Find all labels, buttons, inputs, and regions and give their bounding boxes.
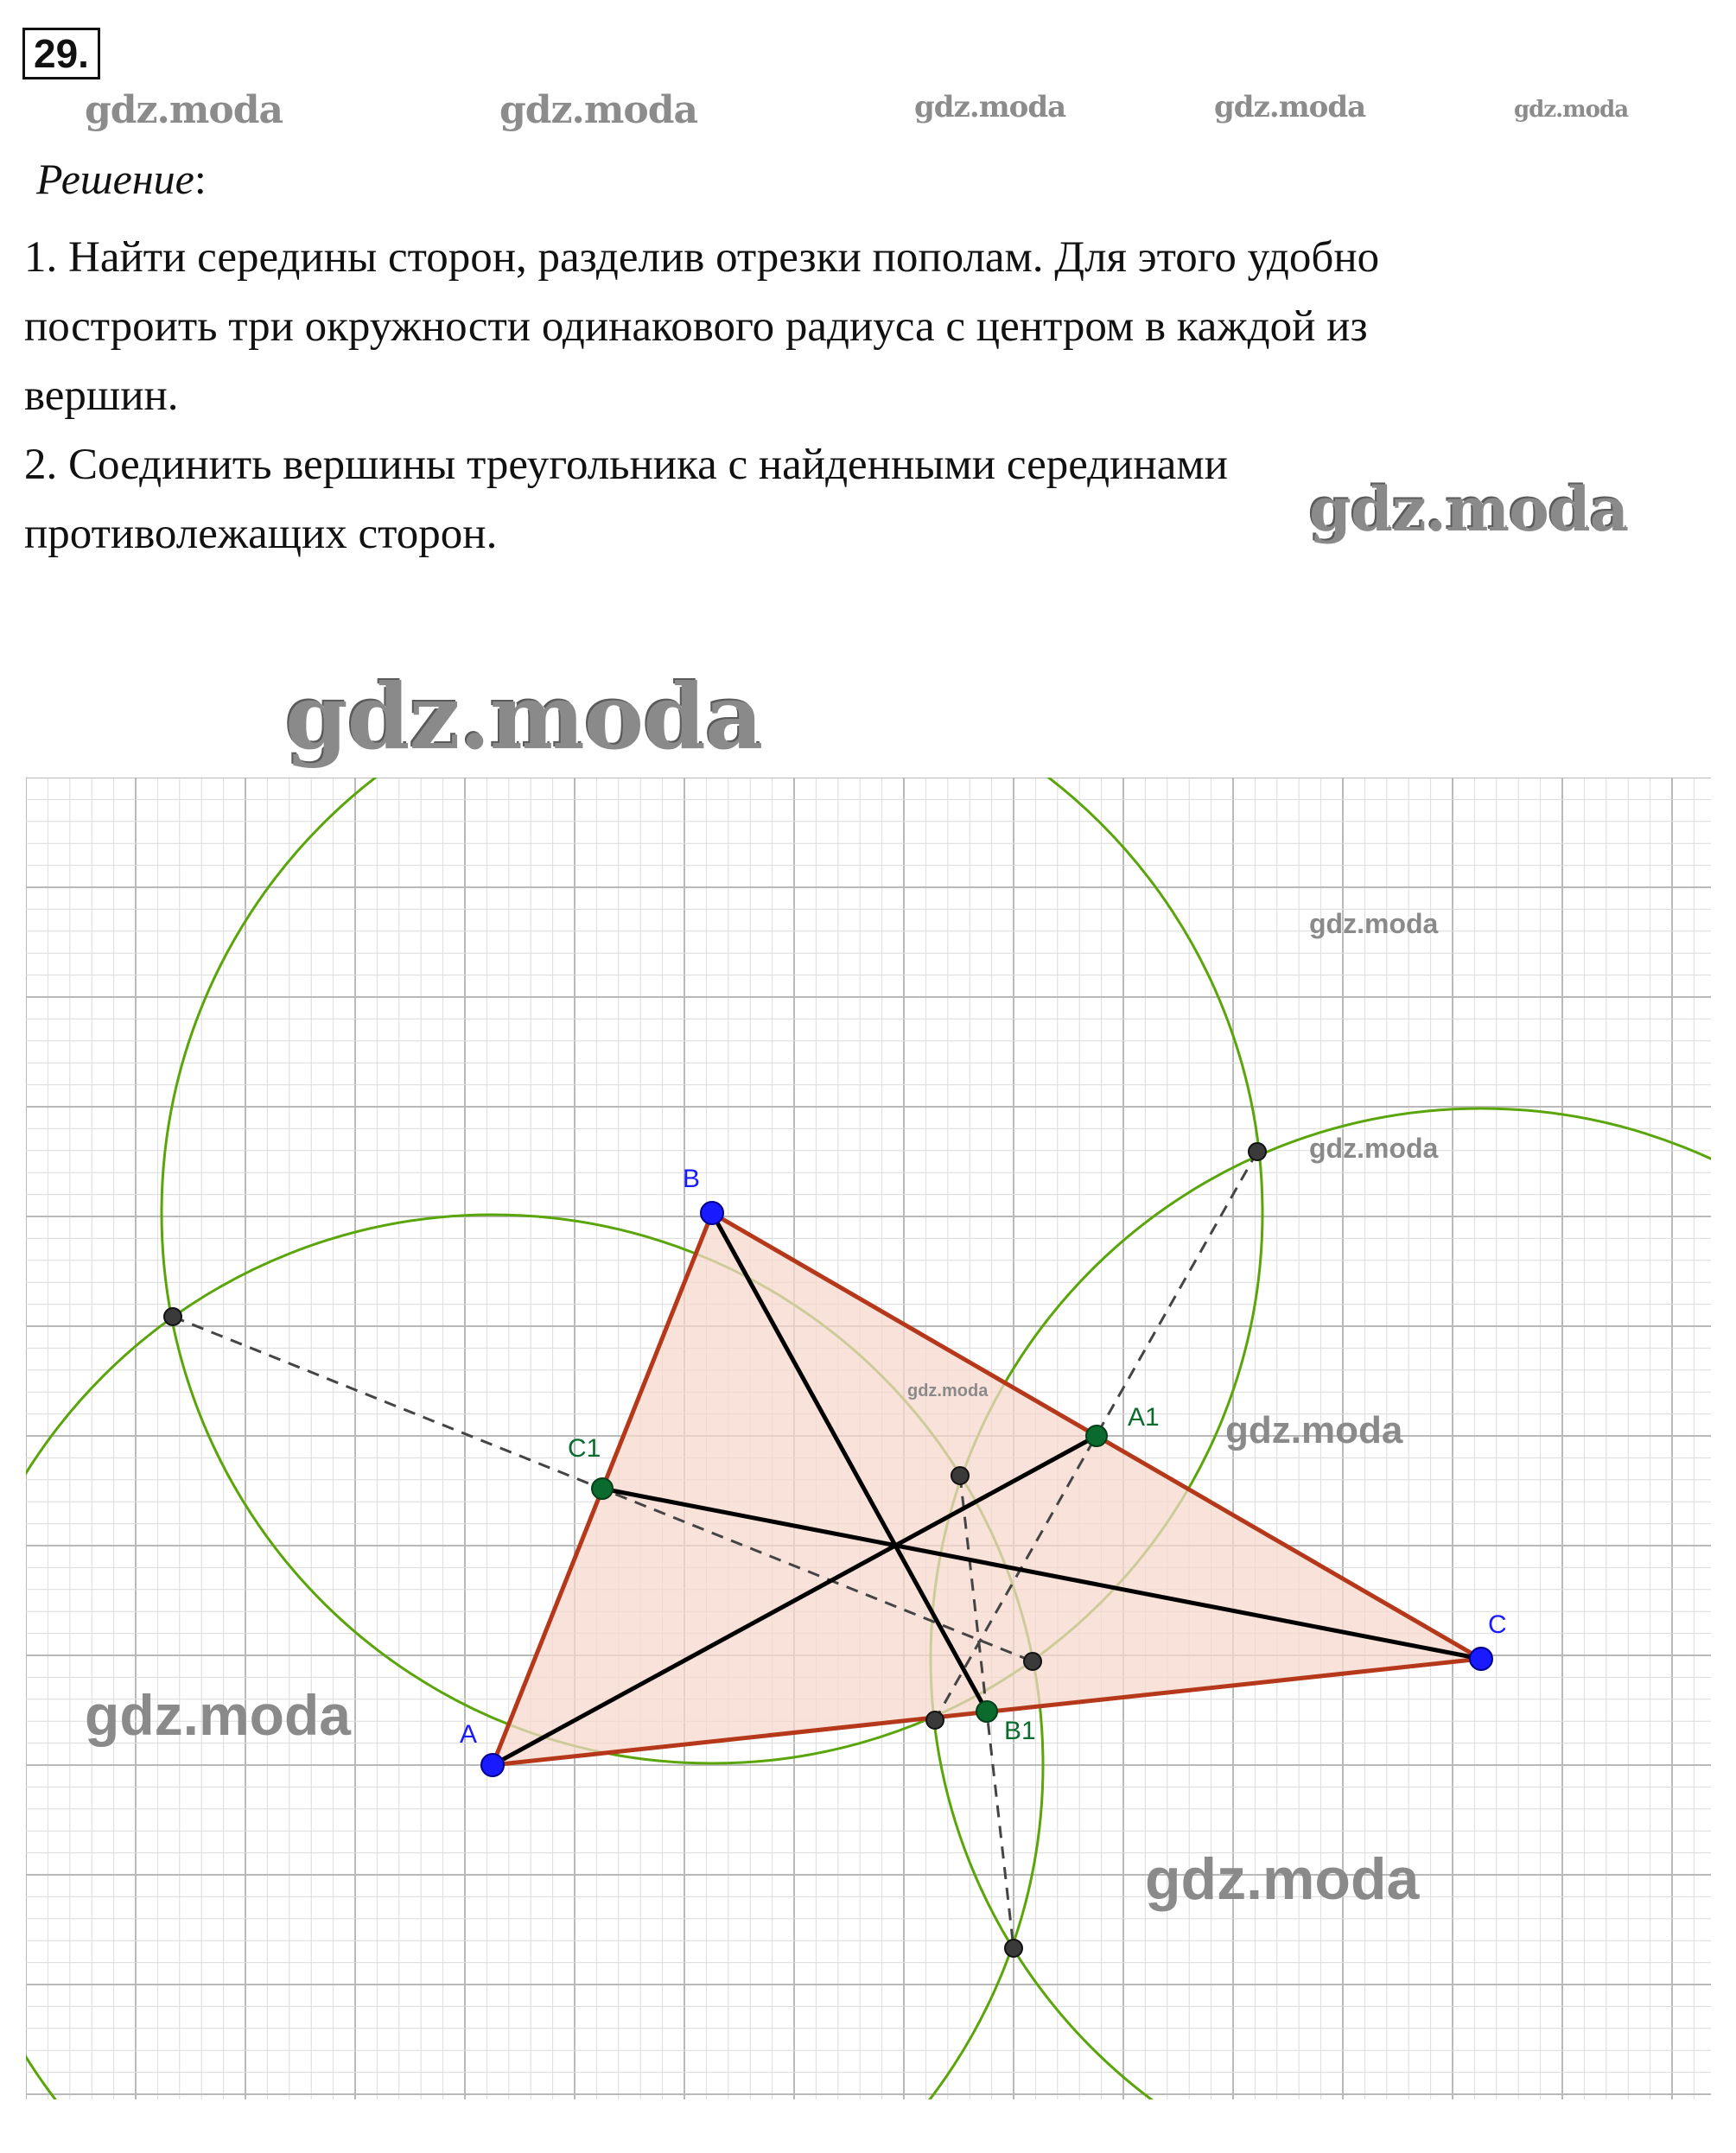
- watermark: gdz.moda: [1309, 473, 1629, 545]
- solution-colon: :: [194, 155, 207, 203]
- label-c1: C1: [568, 1434, 601, 1463]
- watermark: gdz.moda: [1225, 1409, 1403, 1451]
- midpoint-a1: [1086, 1426, 1107, 1446]
- watermark: gdz.moda: [1309, 1133, 1439, 1164]
- midpoint-c1: [592, 1478, 613, 1499]
- label-b: B: [683, 1165, 701, 1193]
- watermark: gdz.moda: [1145, 1846, 1420, 1912]
- midpoint-b1: [976, 1701, 997, 1722]
- watermark: gdz.moda: [85, 1683, 351, 1747]
- label-a1: A1: [1128, 1403, 1160, 1432]
- label-b1: B1: [1004, 1717, 1036, 1745]
- watermark: gdz.moda: [1309, 908, 1439, 939]
- intersection-point: [926, 1712, 944, 1729]
- step-1-line-2: построить три окружности одинакового радиуса с центром в каждой из: [24, 302, 1368, 351]
- step-2-line-1: 2. Соединить вершины треугольника с найденными серединами: [24, 441, 1228, 489]
- vertex-c: [1470, 1648, 1492, 1670]
- intersection-point: [1005, 1940, 1022, 1957]
- intersection-point: [1024, 1653, 1041, 1670]
- solution-label: Решение: [36, 155, 194, 203]
- watermark: gdz.moda: [914, 90, 1066, 124]
- task-number: 29.: [22, 28, 100, 79]
- intersection-point: [164, 1308, 181, 1325]
- step-1-line-3: вершин.: [24, 372, 179, 420]
- watermark: gdz.moda: [1214, 90, 1366, 124]
- intersection-point: [951, 1467, 969, 1484]
- solution-title: [36, 154, 207, 204]
- watermark: gdz.moda: [285, 664, 763, 770]
- step-1-line-1: 1. Найти середины сторон, разделив отрезки пополам. Для этого удобно: [24, 233, 1380, 282]
- vertex-a: [481, 1754, 504, 1776]
- label-c: C: [1488, 1610, 1507, 1639]
- watermark: gdz.moda: [907, 1381, 989, 1400]
- vertex-b: [701, 1202, 723, 1224]
- watermark: gdz.moda: [499, 88, 698, 132]
- watermark: gdz.moda: [1514, 97, 1629, 123]
- label-a: A: [460, 1720, 478, 1749]
- watermark: gdz.moda: [85, 88, 283, 132]
- step-2-line-2: противолежащих сторон.: [24, 510, 498, 558]
- intersection-point: [1249, 1143, 1266, 1160]
- construction-figure: [0, 760, 1736, 2153]
